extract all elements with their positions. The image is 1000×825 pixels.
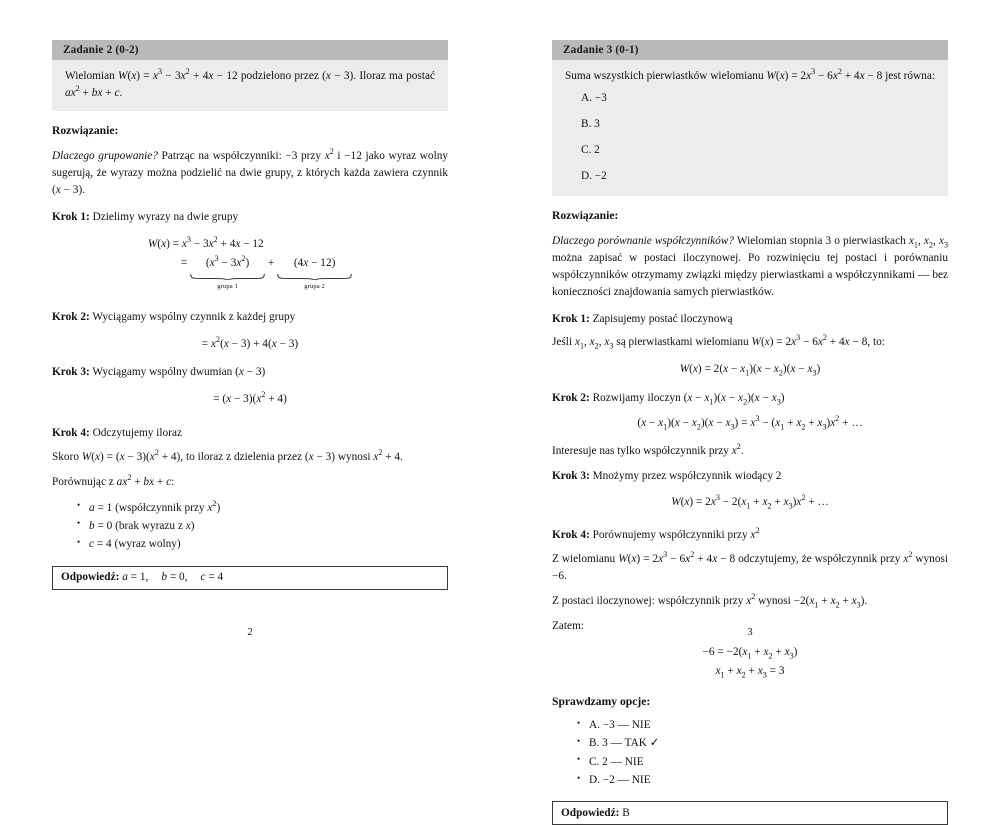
step-1-text: Zapisujemy postać iloczynową bbox=[592, 312, 733, 325]
solution-heading: Rozwiązanie: bbox=[52, 124, 119, 138]
check-list bbox=[552, 716, 948, 789]
step-4 bbox=[52, 425, 448, 442]
answer-label: Odpowiedź: bbox=[561, 806, 620, 819]
step-1-math-line-2: = $(x^3 - 3x^2)$ grupa 1 + (4x − 12) grupa 2 bbox=[148, 254, 352, 292]
list-item: • B. 3 — TAK ✓ bbox=[589, 734, 948, 752]
step-3 bbox=[52, 364, 448, 381]
answer-box bbox=[52, 566, 448, 590]
solution-intro: Dlaczego grupowanie? Patrząc na współczynniki: −3 przy $x^2$ i −12 jako wyraz wolny sugerują, że wyrazy można podzielić na dwie grupy, z których każda zawiera czynnik (x − 3). bbox=[52, 147, 449, 197]
step-3 bbox=[552, 468, 948, 485]
step-2-text: Rozwijamy iloczyn $(x - x_1)(x - x_2)(x - x_3)$ bbox=[592, 392, 785, 407]
derivation-line-3: Zatem: bbox=[552, 619, 584, 632]
step-1 bbox=[552, 311, 948, 328]
step-1-label: Krok 1: bbox=[52, 211, 90, 224]
step-1-lead: Jeśli $x_1$, $x_2$, $x_3$ są pierwiastkami wielomianu $W(x) = 2x^3 - 6x^2 + 4x - 8$, to: bbox=[552, 333, 885, 351]
task-statement-block bbox=[552, 60, 948, 196]
step-4-text: Porównujemy współczynniki przy $x^2$ bbox=[592, 526, 760, 542]
step-3-text: Wyciągamy wspólny dwumian (x − 3) bbox=[92, 366, 266, 379]
step-4-label: Krok 4: bbox=[52, 426, 90, 439]
step-2 bbox=[52, 309, 448, 326]
step-3-label: Krok 3: bbox=[552, 469, 590, 482]
step-3-math: $W(x) = 2x^3 - 2(x_1 + x_2 + x_3)x^2$ + … bbox=[671, 493, 829, 511]
step-1-text: Dzielimy wyrazy na dwie grupy bbox=[92, 211, 239, 224]
underbrace-group-1 bbox=[190, 254, 265, 292]
choice-b[interactable]: B. 3 bbox=[581, 117, 600, 130]
step-3-label: Krok 3: bbox=[52, 366, 90, 379]
step-2 bbox=[552, 390, 948, 407]
group-2-label: grupa 2 bbox=[304, 283, 325, 291]
task-statement: Wielomian $W(x) = x^3 - 3x^2 + 4x - 12$ podzielono przez (x − 3). Iloraz ma postać $ax^2$ + bx + c. bbox=[52, 60, 448, 111]
step-1-label: Krok 1: bbox=[552, 312, 590, 325]
step-2-label: Krok 2: bbox=[52, 310, 90, 323]
derivation-math-2: $x_1 + x_2 + x_3 = 3$ bbox=[715, 664, 785, 680]
step-2-label: Krok 2: bbox=[552, 392, 590, 405]
page-number-right: 3 bbox=[747, 627, 753, 638]
derivation-math-1: $-6 = -2(x_1 + x_2 + x_3)$ bbox=[702, 645, 798, 661]
group-1-term: $(x^3 - 3x^2)$ bbox=[205, 254, 250, 270]
choice-a[interactable]: A. −3 bbox=[581, 91, 607, 104]
brace-icon bbox=[277, 274, 352, 280]
step-1-math bbox=[52, 235, 448, 293]
answer-label: Odpowiedź: bbox=[61, 571, 120, 583]
step-1-math-line-1: $W(x) = x^3 - 3x^2 + 4x - 12$ bbox=[147, 235, 264, 251]
derivation-line-1: Z wielomianu $W(x) = 2x^3 - 6x^2 + 4x - 8$ odczytujemy, że współczynnik przy $x^2$ wynosi −6. bbox=[552, 550, 949, 582]
step-2-math: = $x^2(x - 3) + 4(x - 3)$ bbox=[201, 334, 299, 350]
choice-d[interactable]: D. −2 bbox=[581, 170, 607, 183]
task-box-zadanie-2 bbox=[52, 40, 448, 111]
group-1-label: grupa 1 bbox=[217, 283, 238, 291]
list-item: • A. −3 — NIE bbox=[589, 716, 948, 734]
list-item: • b = 0 (brak wyrazu z x) bbox=[89, 517, 448, 535]
solution-heading: Rozwiązanie: bbox=[552, 208, 619, 222]
page-left bbox=[0, 0, 500, 685]
task-title: Zadanie 3 (0-1) bbox=[552, 40, 948, 60]
step-4 bbox=[552, 527, 948, 544]
step-1-math: $W(x) = 2(x - x_1)(x - x_2)(x - x_3)$ bbox=[679, 363, 821, 378]
list-item: • a = 1 (współczynnik przy $x^2$) bbox=[89, 499, 448, 517]
step-3-text: Mnożymy przez współczynnik wiodący 2 bbox=[592, 469, 782, 482]
step-2-math: $(x - x_1)(x - x_2)(x - x_3) = x^3 - (x_1 + x_2 + x_3)x^2$ + … bbox=[637, 414, 863, 432]
derivation-line-2: Z postaci iloczynowej: współczynnik przy $x^2$ wynosi $-2(x_1 + x_2 + x_3)$. bbox=[552, 592, 868, 610]
task-title: Zadanie 2 (0-2) bbox=[52, 40, 448, 60]
check-heading: Sprawdzamy opcje: bbox=[552, 695, 651, 709]
task-box-zadanie-3 bbox=[552, 40, 948, 196]
intro-lead: Dlaczego grupowanie? bbox=[52, 150, 158, 163]
list-item: • D. −2 — NIE bbox=[589, 771, 948, 789]
list-item: • c = 4 (wyraz wolny) bbox=[89, 535, 448, 553]
brace-icon bbox=[190, 274, 265, 280]
page-number-left: 2 bbox=[247, 627, 253, 638]
answer-value: B bbox=[622, 806, 630, 819]
answer-box bbox=[552, 801, 948, 825]
step-3-math: = $(x - 3)(x^2 + 4)$ bbox=[213, 390, 287, 406]
page-right bbox=[500, 0, 1000, 819]
step-2-after: Interesuje nas tylko współczynnik przy $x^2$. bbox=[552, 441, 744, 457]
group-joiner: + bbox=[267, 257, 275, 270]
answer-value: a = 1, b = 0, c = 4 bbox=[122, 571, 224, 583]
group-2-term: (4x − 12) bbox=[293, 257, 336, 270]
step-4-label: Krok 4: bbox=[552, 529, 590, 542]
conclusion-2: Porównując z $ax^2$ + bx + c: bbox=[52, 472, 175, 488]
choice-c[interactable]: C. 2 bbox=[581, 143, 600, 156]
derivation-math bbox=[552, 643, 948, 681]
step-1 bbox=[52, 209, 448, 226]
intro-lead: Dlaczego porównanie współczynników? bbox=[552, 234, 734, 247]
list-item: • C. 2 — NIE bbox=[589, 753, 948, 771]
coefficient-list bbox=[52, 499, 448, 554]
task-statement: Suma wszystkich pierwiastków wielomianu $W(x) = 2x^3 - 6x^2 + 4x - 8$ jest równa: bbox=[565, 67, 935, 82]
step-4-text: Odczytujemy iloraz bbox=[92, 426, 182, 439]
conclusion-1: Skoro $W(x) = (x - 3)(x^2 + 4)$, to iloraz z dzielenia przez (x − 3) wynosi $x^2 + 4$. bbox=[52, 447, 403, 463]
underbrace-group-2 bbox=[277, 254, 352, 292]
solution-intro: Dlaczego porównanie współczynników? Wielomian stopnia 3 o pierwiastkach $x_1$, $x_2$, $x_3$ można zapisać w postaci iloczynowej. Po rozwinięciu tej postaci i porównaniu współczynników otrzymamy związki między pierwiastkami a współczynnikami — bez konieczności znajdowania samych pierwiastków. bbox=[552, 234, 948, 298]
step-2-text: Wyciągamy wspólny czynnik z każdej grupy bbox=[92, 310, 296, 323]
